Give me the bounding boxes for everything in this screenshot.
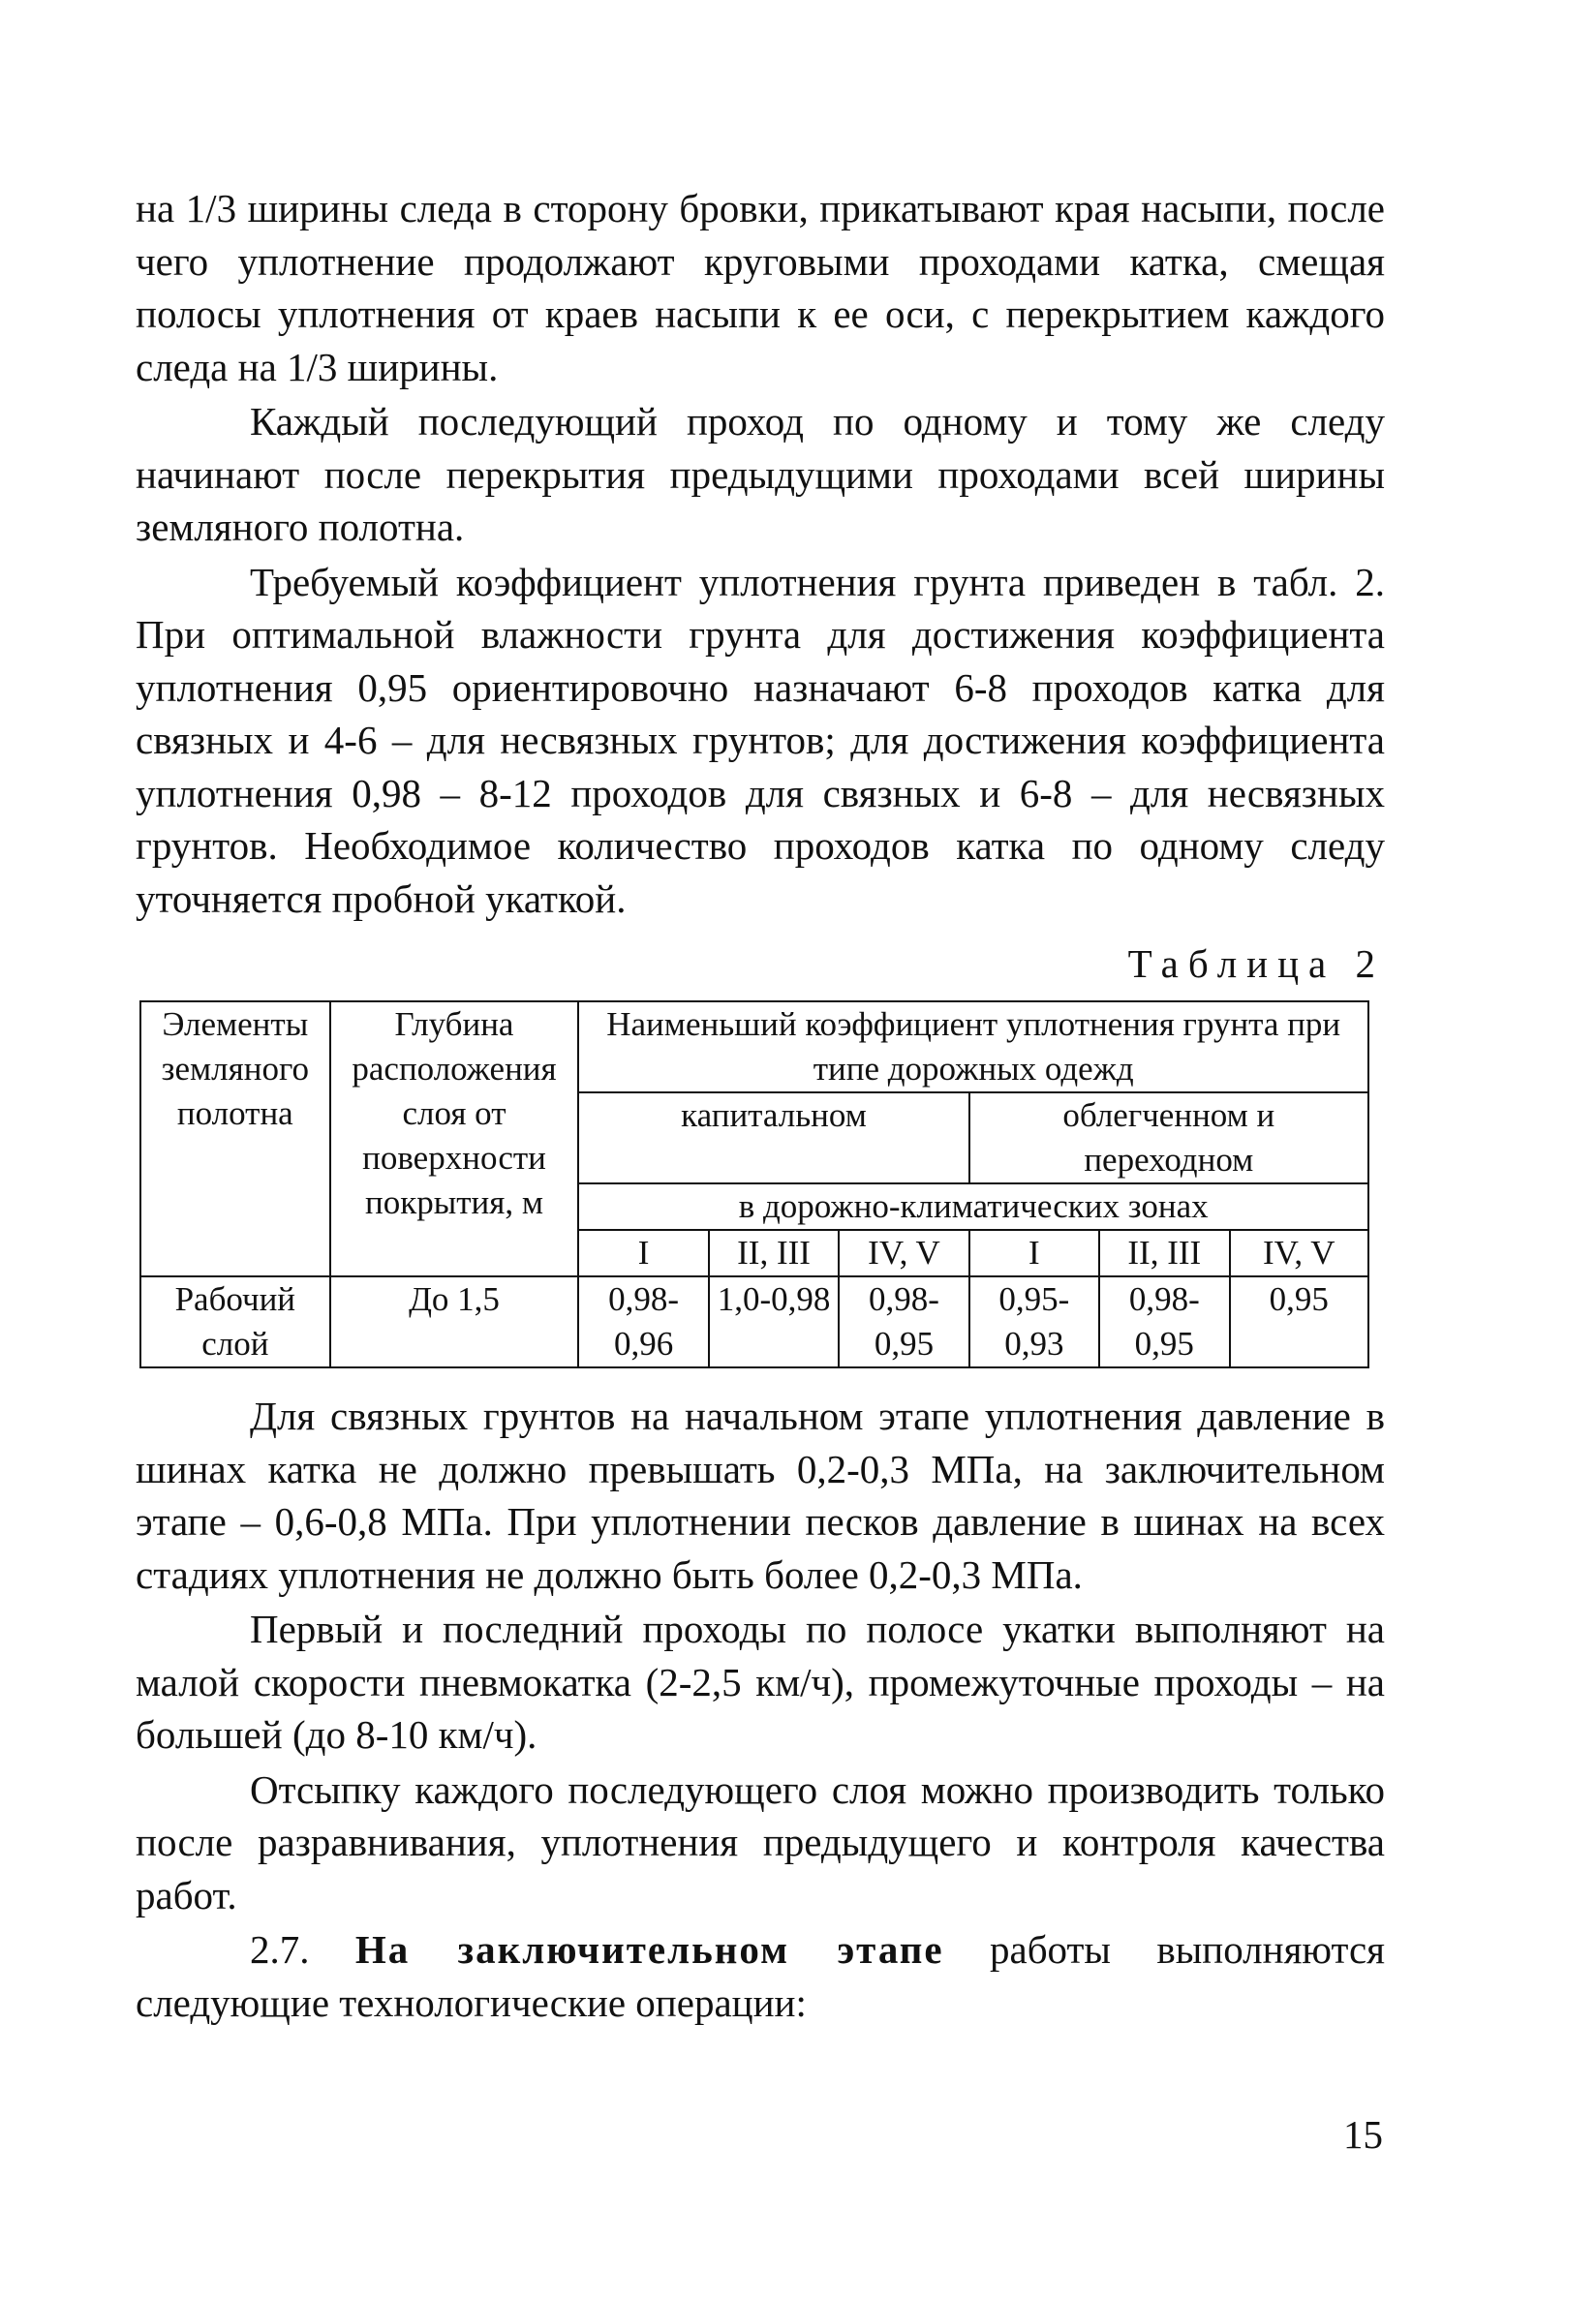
paragraph-4: Для связных грунтов на начальном этапе уплотнения давление в шинах катка не должно превышать 0,2-0,3 МПа, на заключительном этапе – 0,6-0,8 МПа. При уплотнении песков давление в шинах на всех стадиях уплотнения не должно быть более 0,2-0,3 МПа. bbox=[136, 1394, 1385, 1597]
header-zones: в дорожно-климатических зонах bbox=[578, 1183, 1368, 1230]
section-number: 2.7. bbox=[250, 1927, 310, 1972]
header-coefficient: Наименьший коэффициент уплотнения грунта при типе дорожных одежд bbox=[578, 1001, 1368, 1092]
zone-header: I bbox=[578, 1230, 708, 1276]
table-row bbox=[140, 1276, 1368, 1367]
page-content bbox=[136, 182, 1385, 2031]
cell-value: 0,98-0,95 bbox=[1099, 1276, 1229, 1367]
compaction-table bbox=[139, 1000, 1369, 1368]
zone-header: I bbox=[969, 1230, 1099, 1276]
header-lightweight: облегченном и переходном bbox=[969, 1092, 1368, 1183]
table-caption: Таблица 2 bbox=[1127, 941, 1385, 986]
paragraph-3: Требуемый коэффициент уплотнения грунта приведен в табл. 2. При оптимальной влажности грунта для достижения коэффициента уплотнения 0,95 ориентировочно назначают 6-8 проходов катка для связных и 4-6 – для несвязных грунтов; для достижения коэффициента уплотнения 0,98 – 8-12 проходов для связных и 6-8 – для несвязных грунтов. Необходимое количество проходов катка по одному следу уточняется пробной укаткой. bbox=[136, 559, 1385, 921]
paragraph-7 bbox=[136, 1923, 1385, 2029]
cell-value: 1,0-0,98 bbox=[709, 1276, 839, 1367]
paragraph-1: на 1/3 ширины следа в сторону бровки, прикатывают края насыпи, после чего уплотнение продолжают круговыми проходами катка, смещая полосы уплотнения от краев насыпи к ее оси, с перекрытием каждого следа на 1/3 ширины. bbox=[136, 186, 1385, 389]
header-capital: капитальном bbox=[578, 1092, 968, 1183]
section-bold-heading: На заключительном этапе bbox=[354, 1927, 944, 1972]
cell-value: 0,98-0,96 bbox=[578, 1276, 708, 1367]
zone-header: II, III bbox=[1099, 1230, 1229, 1276]
paragraph-2: Каждый последующий проход по одному и тому же следу начинают после перекрытия предыдущими проходами всей ширины земляного полотна. bbox=[136, 399, 1385, 549]
zone-header: IV, V bbox=[839, 1230, 968, 1276]
zone-header: IV, V bbox=[1230, 1230, 1368, 1276]
cell-depth: До 1,5 bbox=[330, 1276, 579, 1367]
cell-element: Рабочий слой bbox=[140, 1276, 330, 1367]
header-depth: Глубина расположения слоя от поверхности покрытия, м bbox=[330, 1001, 579, 1276]
cell-value: 0,95 bbox=[1230, 1276, 1368, 1367]
section-text: работы выполняются следующие технологические операции: bbox=[136, 1927, 1385, 2025]
page-number: 15 bbox=[1343, 2112, 1383, 2157]
cell-value: 0,98-0,95 bbox=[839, 1276, 968, 1367]
zone-header: II, III bbox=[709, 1230, 839, 1276]
paragraph-6: Отсыпку каждого последующего слоя можно производить только после разравнивания, уплотнения предыдущего и контроля качества работ. bbox=[136, 1766, 1385, 1918]
cell-value: 0,95-0,93 bbox=[969, 1276, 1099, 1367]
header-elements: Элементы земляного полотна bbox=[140, 1001, 330, 1276]
paragraph-5: Первый и последний проходы по полосе укатки выполняют на малой скорости пневмокатка (2-2,5 км/ч), промежуточные проходы – на большей (до 8-10 км/ч). bbox=[136, 1607, 1385, 1757]
